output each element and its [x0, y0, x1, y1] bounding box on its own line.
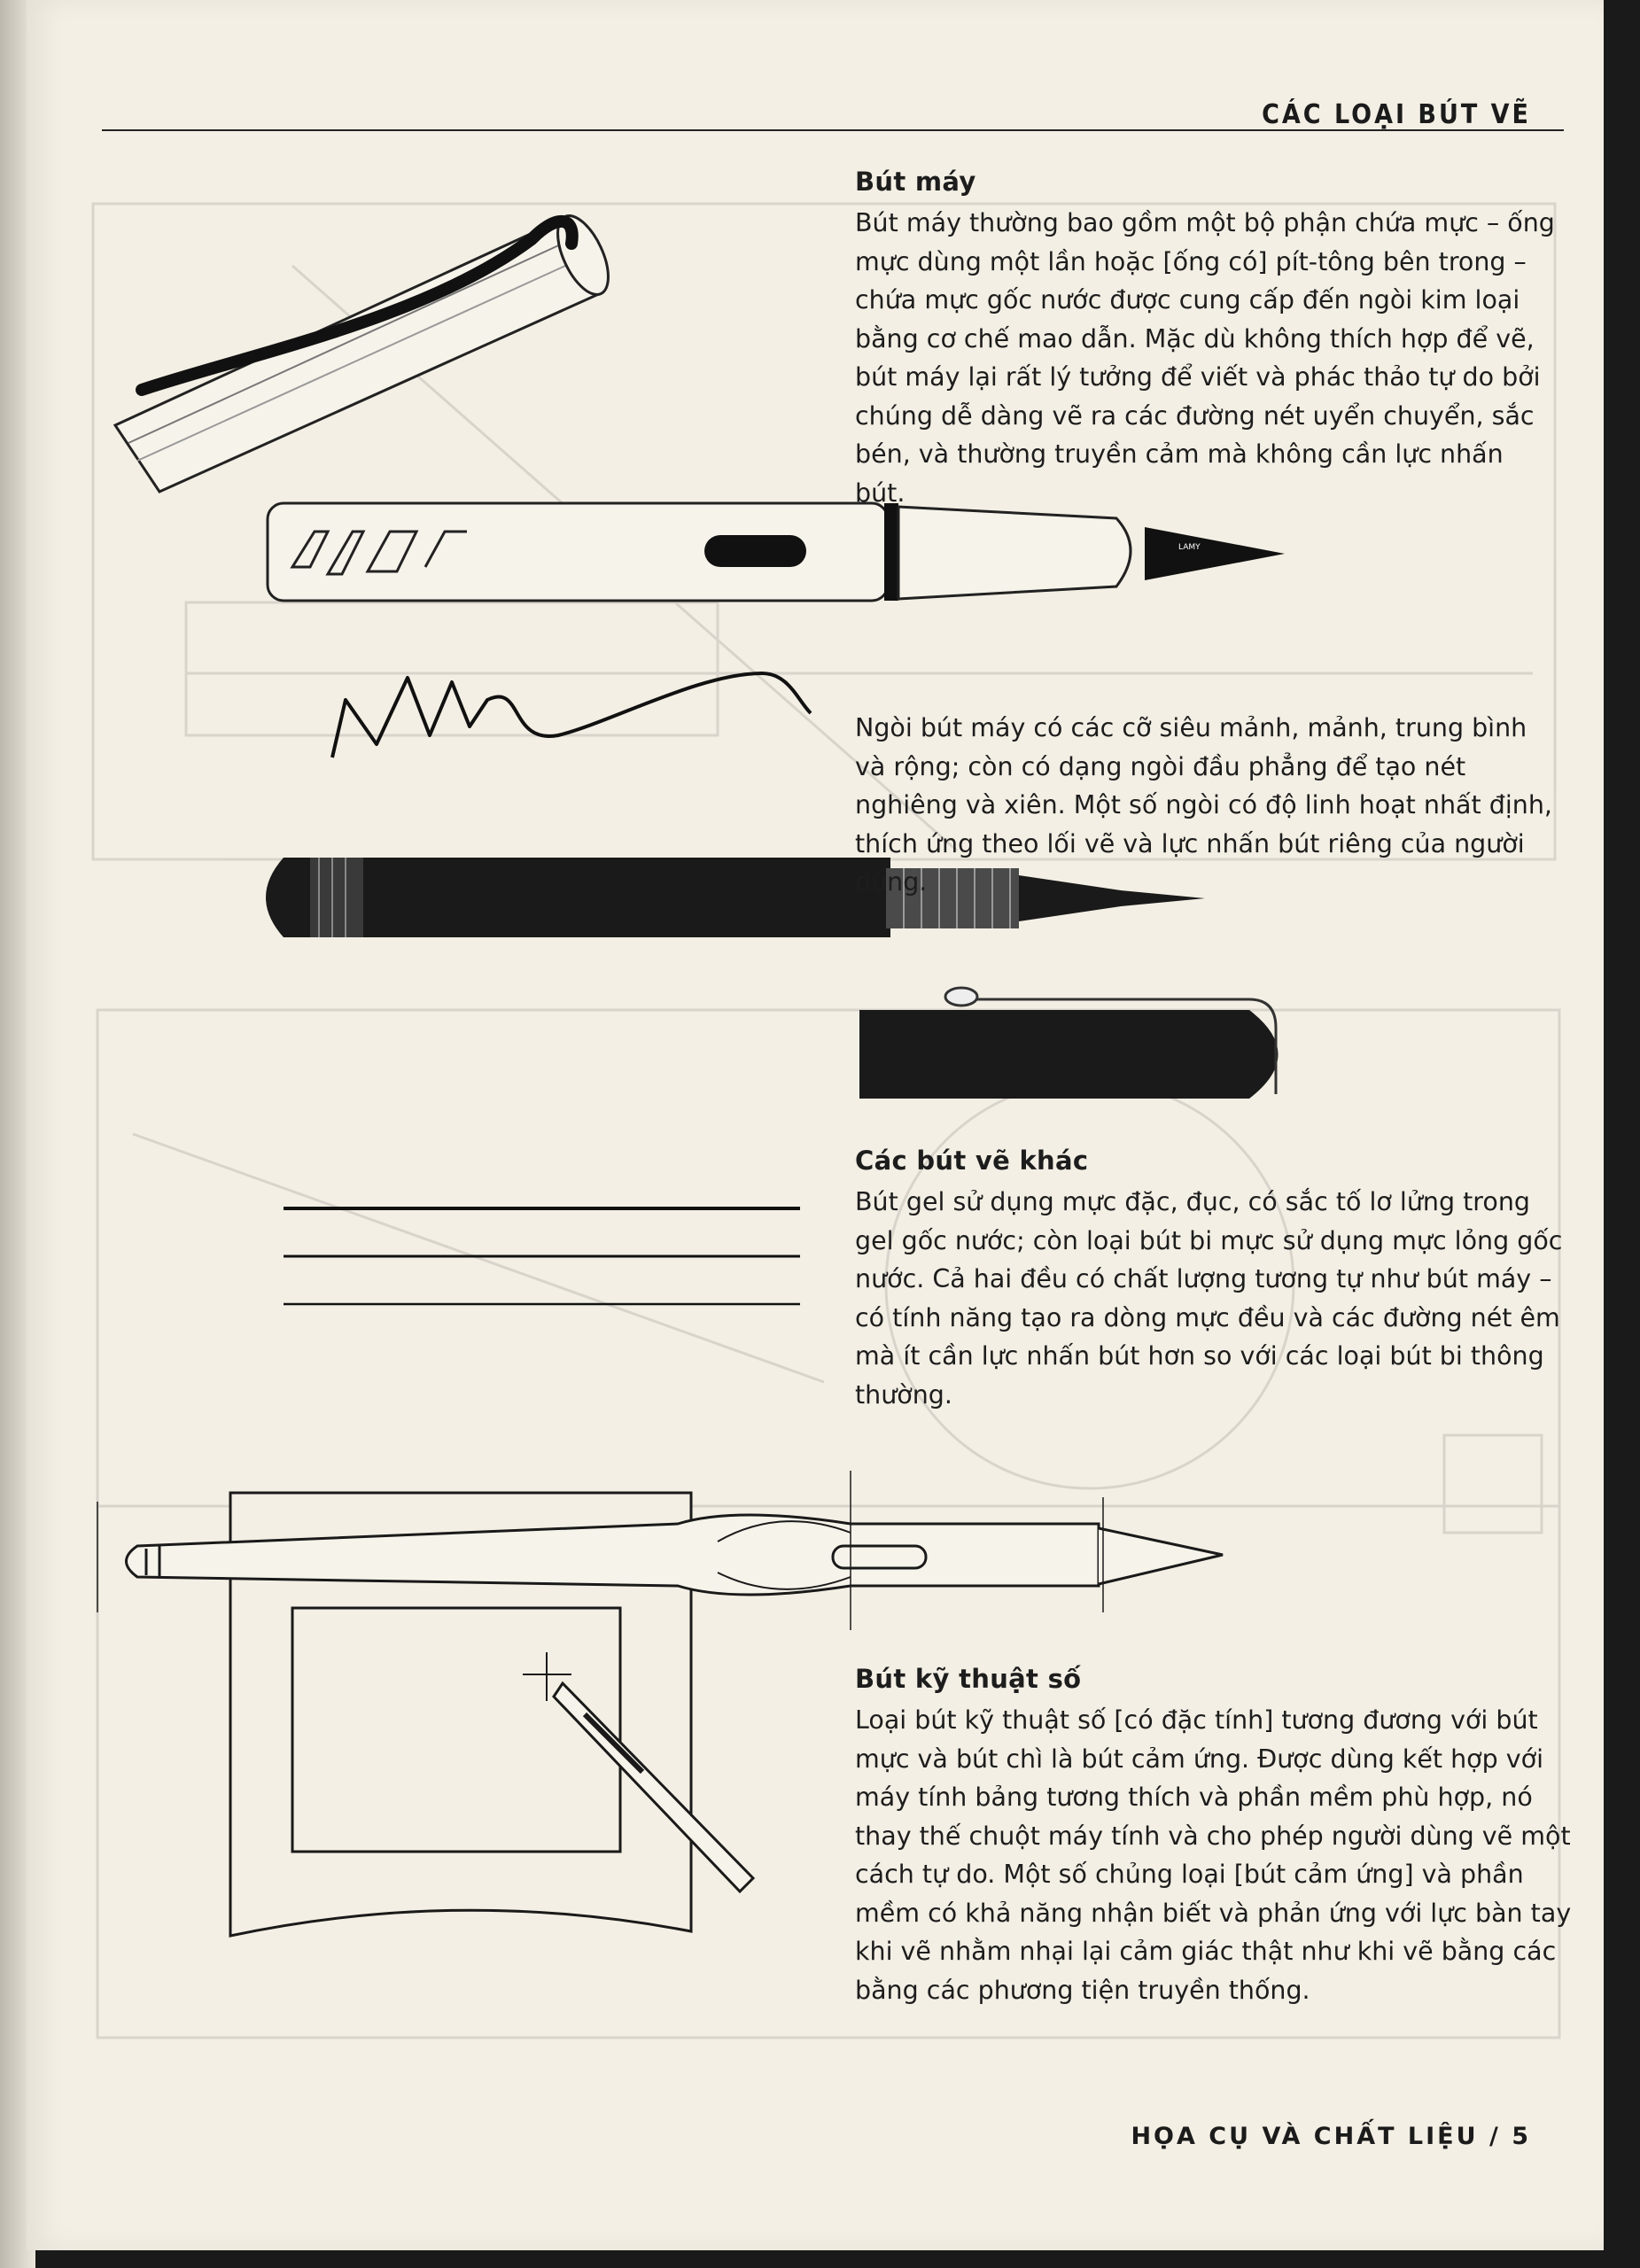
fountain-pen-cap-illustration	[115, 208, 618, 492]
gel-pen-cap-illustration	[859, 988, 1279, 1099]
other-pens-heading: Các bút vẽ khác	[855, 1146, 1089, 1176]
page-header-title: CÁC LOẠI BÚT VẼ	[1262, 99, 1531, 130]
digital-pen-paragraph: Loại bút kỹ thuật số [có đặc tính] tương đương với bút mực và bút chì là bút cảm ứng. Được dùng kết hợp với máy tính bảng tương thích và phần mềm phù hợp, nó thay thế chuột máy tính và cho phép người dùng vẽ một cách tự do. Một số chủng loại [bút cảm ứng] và phần mềm có khả năng nhận biết và phản ứng với lực bàn tay khi vẽ nhằm nhại lại cảm giác thật như khi vẽ bằng các bằng các phương tiện truyền thống.	[855, 1705, 1572, 2005]
nib-brand-mark: LAMY	[1178, 543, 1201, 552]
fountain-pen-paragraph-1: Bút máy thường bao gồm một bộ phận chứa mực – ống mực dùng một lần hoặc [ống có] pít-tông bên trong – chứa mực gốc nước được cung cấp đến ngòi kim loại bằng cơ chế mao dẫn. Mặc dù không thích hợp để vẽ, bút máy lại rất lý tưởng để viết và phác thảo tự do bởi chúng dễ dàng vẽ ra các đường nét uyển chuyển, sắc bén, và thường truyền cảm mà không cần lực nhấn bút.	[855, 208, 1555, 508]
page-footer: HỌA CỤ VÀ CHẤT LIỆU / 5	[1131, 2123, 1531, 2150]
digital-pen-section	[855, 1664, 1582, 2009]
fountain-pen-paragraph-2: Ngòi bút máy có các cỡ siêu mảnh, mảnh, trung bình và rộng; còn có dạng ngòi đầu phẳng để tạo nét nghiêng và xiên. Một số ngòi có độ linh hoạt nhất định, thích ứng theo lối vẽ và lực nhấn bút riêng của người dùng.	[855, 713, 1552, 897]
page	[27, 0, 1604, 2250]
fountain-pen-scribble	[332, 673, 811, 757]
gel-ink-sample-lines	[284, 1208, 800, 1304]
other-pens-paragraph: Bút gel sử dụng mực đặc, đục, có sắc tố lơ lửng trong gel gốc nước; còn loại bút bi mực sử dụng mực lỏng gốc nước. Cả hai đều có chất lượng tương tự như bút máy – có tính năng tạo ra dòng mực đều và các đường nét êm mà ít cần lực nhấn bút hơn so với các loại bút bi thông thường.	[855, 1187, 1563, 1410]
fountain-pen-section	[855, 167, 1555, 902]
other-pens-section	[855, 1146, 1564, 1414]
digital-pen-heading: Bút kỹ thuật số	[855, 1664, 1082, 1694]
fountain-pen-heading: Bút máy	[855, 167, 976, 197]
